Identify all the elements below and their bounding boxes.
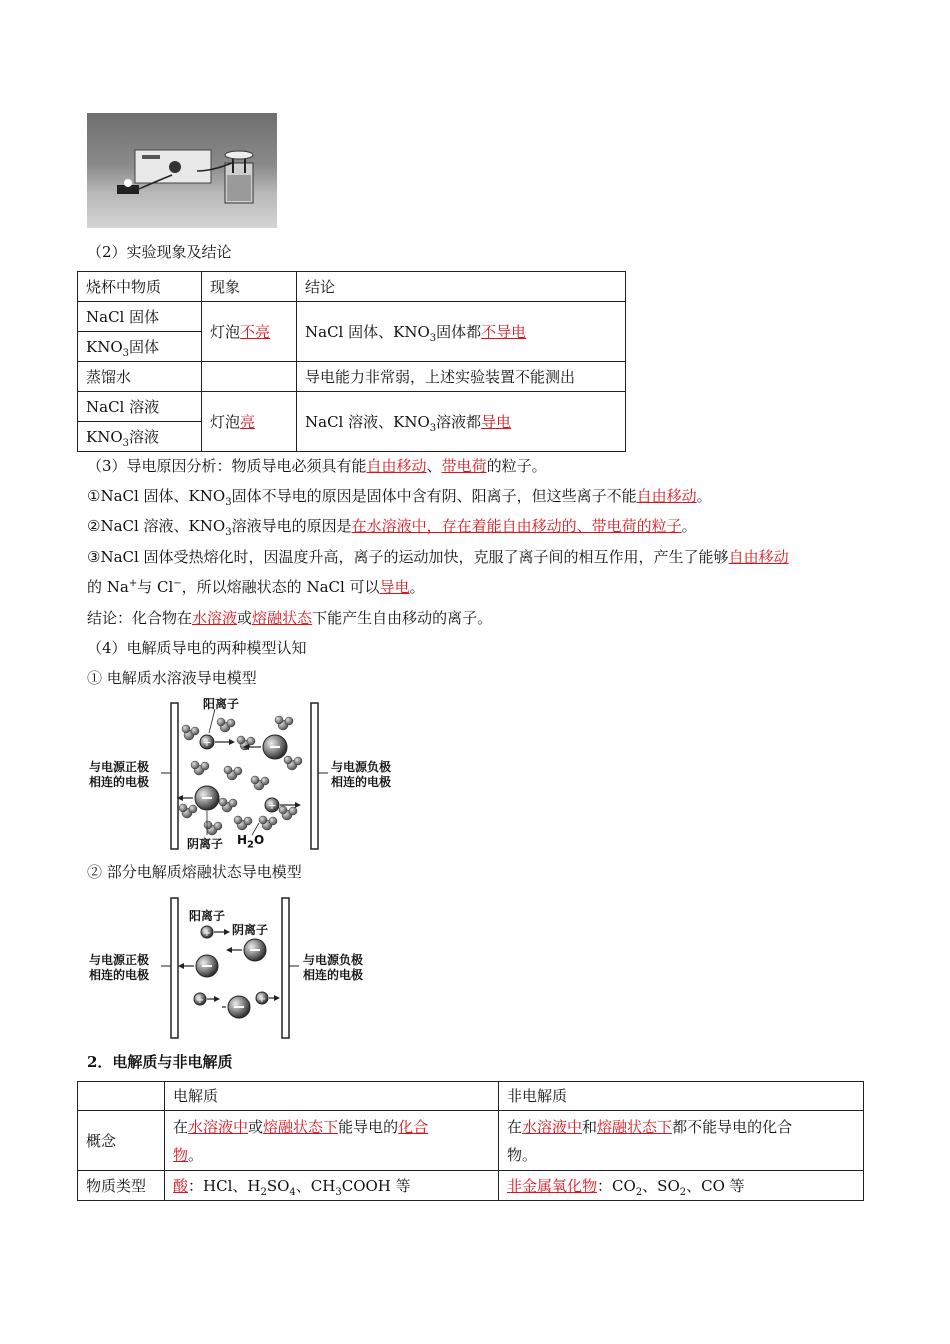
cell-kno3-solution: $KNO_3$溶液 [78,422,202,452]
svg-text:+: + [257,994,267,1005]
cell-conclusion-conductive: NaCl 溶液、$KNO_3$溶液都导电 [297,392,626,452]
point-1: ①NaCl 固体、$KNO_3$固体不导电的原因是固体中含有阴、阳离子，但这些离子不能自由移动。 [87,487,712,508]
aqueous-model-diagram [87,695,407,855]
electrolyte-table [77,1081,864,1201]
cell-distilled-water: 蒸馏水 [78,362,202,392]
row-concept-label: 概念 [78,1111,165,1171]
cell-kno3-solid: $KNO_3$固体 [78,332,202,362]
negative-electrode-label: 与电源负极 相连的电极 [303,953,364,982]
header-phenomenon: 现象 [202,272,297,302]
apparatus-photo [87,113,277,228]
molten-model-diagram [87,890,397,1040]
point-3-continued: 的 Na+与 Cl−，所以熔融状态的 NaCl 可以导电。 [87,578,425,596]
header-nonelectrolyte: 非电解质 [499,1082,864,1111]
section-4-heading: （4）电解质导电的两种模型认知 [87,639,307,657]
row-type-label: 物质类型 [78,1171,165,1201]
svg-text:+: + [202,736,212,749]
header-empty [78,1082,165,1111]
cell-nonelectrolyte-type: 非金属氧化物：$CO_2$、$SO_2$、CO 等 [499,1171,864,1201]
section-2-heading: （2）实验现象及结论 [87,243,232,261]
model-2-title: ② 部分电解质熔融状态导电模型 [87,863,302,881]
experiment-table [77,271,626,452]
svg-text:+: + [267,799,277,812]
cell-phenomenon-not-lit: 灯泡不亮 [202,302,297,362]
point-2: ②NaCl 溶液、$KNO_3$溶液导电的原因是在水溶液中，存在着能自由移动的、带电荷的粒子。 [87,517,697,538]
positive-electrode-label: 与电源正极 相连的电极 [89,760,150,789]
header-electrolyte: 电解质 [165,1082,499,1111]
model-1-title: ① 电解质水溶液导电模型 [87,669,257,687]
cell-conclusion-weak: 导电能力非常弱，上述实验装置不能测出 [297,362,626,392]
svg-text:+: + [195,995,205,1006]
cation-label: 阳离子 [189,909,226,923]
cell-nonelectrolyte-concept: 在水溶液中和熔融状态下都不能导电的化合 物。 [499,1111,864,1171]
water-label: $H_2O$ [237,833,265,851]
section-3-heading: （3）导电原因分析：物质导电必须具有能自由移动、带电荷的粒子。 [87,457,547,475]
header-conclusion: 结论 [297,272,626,302]
negative-electrode-label: 与电源负极 相连的电极 [331,760,392,789]
cell-phenomenon-lit: 灯泡亮 [202,392,297,452]
anion-label: 阴离子 [187,837,224,851]
cell-conclusion-nonconductive: NaCl 固体、$KNO_3$固体都不导电 [297,302,626,362]
cell-electrolyte-concept: 在水溶液中或熔融状态下能导电的化合 物。 [165,1111,499,1171]
anion-label: 阴离子 [232,923,269,937]
cation-label: 阳离子 [203,697,240,711]
positive-electrode-label: 与电源正极 相连的电极 [89,953,150,982]
cell-nacl-solid: NaCl 固体 [78,302,202,332]
cell-empty [202,362,297,392]
svg-text:+: + [202,928,212,939]
point-3: ③NaCl 固体受热熔化时，因温度升高，离子的运动加快，克服了离子间的相互作用，产生了能够自由移动 [87,548,789,566]
cell-electrolyte-type: 酸：HCl、$H_2SO_4$、$CH_3COOH$ 等 [165,1171,499,1201]
header-substance: 烧杯中物质 [78,272,202,302]
section-2-title: 2．电解质与非电解质 [87,1053,233,1071]
cell-nacl-solution: NaCl 溶液 [78,392,202,422]
conclusion-line: 结论：化合物在水溶液或熔融状态下能产生自由移动的离子。 [87,609,493,627]
